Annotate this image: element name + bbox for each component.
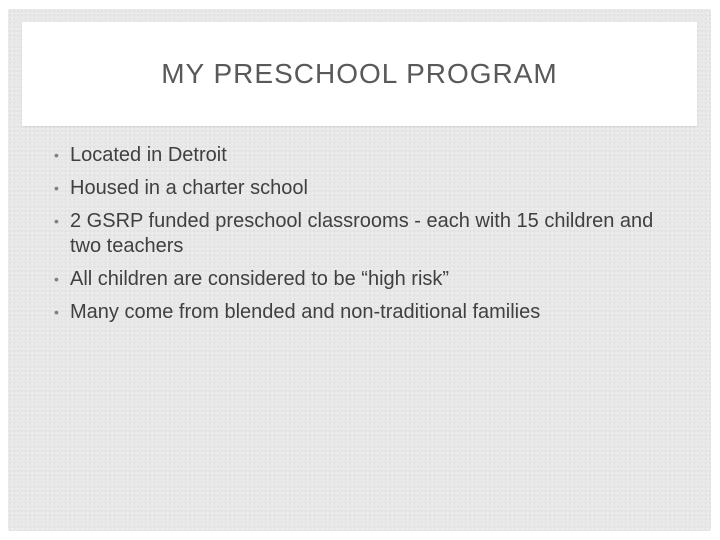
bullet-item: • 2 GSRP funded preschool classrooms - each with 15 children and two teachers — [56, 209, 656, 259]
slide-title: MY PRESCHOOL PROGRAM — [161, 58, 558, 89]
bullet-list — [56, 143, 656, 333]
bullet-item: • Located in Detroit — [56, 143, 656, 168]
bullet-item: • Housed in a charter school — [56, 176, 656, 201]
slide — [8, 9, 711, 531]
title-box — [22, 22, 697, 126]
bullet-item: • All children are considered to be “high risk” — [56, 267, 656, 292]
bullet-item: • Many come from blended and non-traditional families — [56, 300, 656, 325]
